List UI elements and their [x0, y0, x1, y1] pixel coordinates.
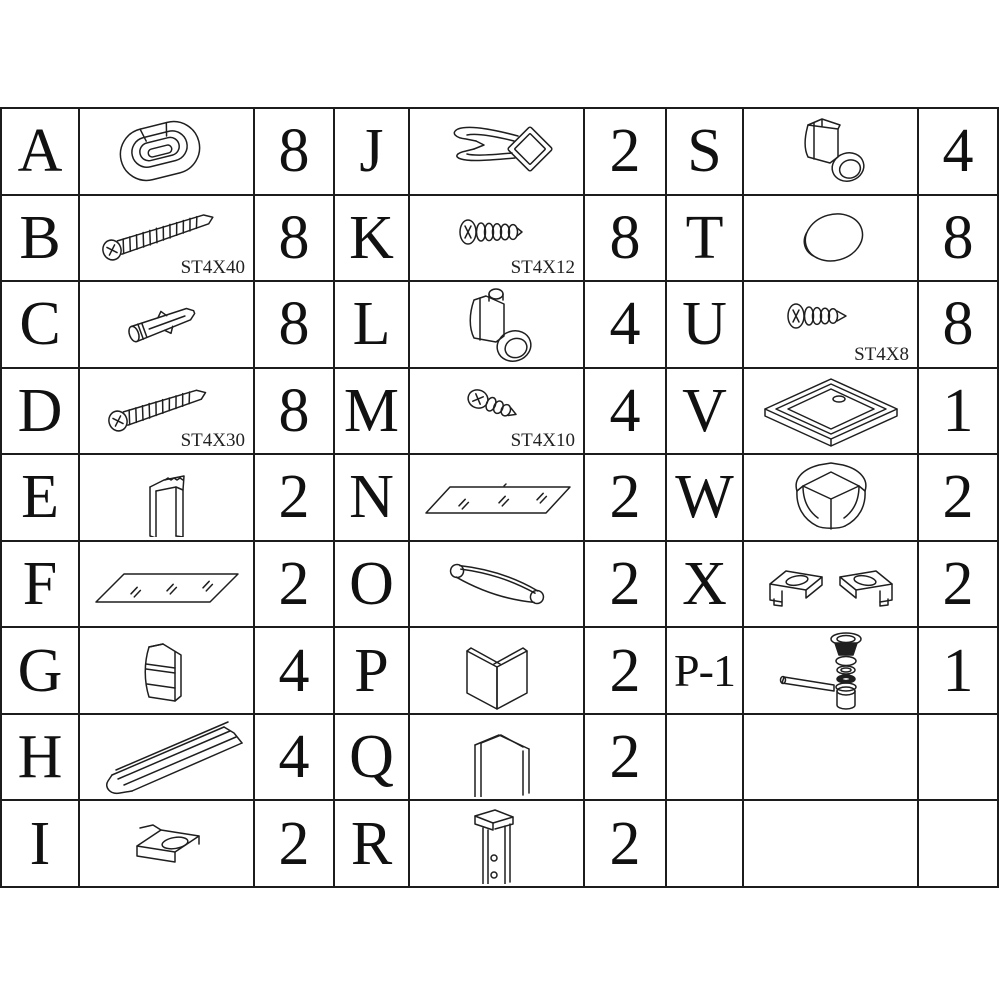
part-drawing-cell: [409, 800, 584, 887]
part-drawing-cell: [409, 541, 584, 628]
corner-profile-icon: [412, 631, 582, 711]
end-caps-icon: [746, 544, 916, 624]
part-drawing-cell: [409, 714, 584, 801]
drain-assembly-icon: [746, 631, 916, 711]
drilled-wall-profile-icon: [412, 804, 582, 884]
part-drawing-cell: [79, 195, 254, 282]
part-drawing-cell: [743, 108, 918, 195]
screw-size-label: ST4X12: [510, 257, 575, 279]
table-row: [1, 454, 998, 541]
part-drawing-cell: [409, 195, 584, 282]
part-qty: 8: [254, 368, 334, 455]
part-letter: U: [666, 281, 743, 368]
part-qty: 4: [584, 281, 666, 368]
part-letter: L: [334, 281, 409, 368]
part-qty: 2: [584, 454, 666, 541]
part-qty: 1: [918, 368, 998, 455]
part-letter: W: [666, 454, 743, 541]
part-qty: 8: [584, 195, 666, 282]
screw-size-label: ST4X30: [180, 430, 245, 452]
handle-icon: [412, 544, 582, 624]
part-letter: R: [334, 800, 409, 887]
table-row: [1, 368, 998, 455]
part-qty: 8: [254, 108, 334, 195]
part-drawing-cell: [743, 195, 918, 282]
part-drawing-cell: [79, 368, 254, 455]
part-letter: M: [334, 368, 409, 455]
part-qty: 1: [918, 627, 998, 714]
table-row: [1, 800, 998, 887]
part-letter: D: [1, 368, 79, 455]
part-qty: [918, 714, 998, 801]
part-drawing-cell: [743, 281, 918, 368]
parts-table: [0, 107, 997, 888]
part-qty: 2: [254, 800, 334, 887]
slide-clip-icon: [82, 804, 252, 884]
part-letter: F: [1, 541, 79, 628]
round-cap-icon: [746, 198, 916, 278]
table-row: [1, 627, 998, 714]
part-drawing-cell: [409, 108, 584, 195]
part-letter: [666, 800, 743, 887]
screw-size-label: ST4X10: [510, 430, 575, 452]
part-letter: X: [666, 541, 743, 628]
wall-anchor-icon: [82, 284, 252, 364]
roller-assembly-icon: [746, 111, 916, 191]
part-qty: 2: [584, 714, 666, 801]
glass-panel-icon: [82, 544, 252, 624]
part-drawing-cell: [409, 454, 584, 541]
glass-panel-icon: [412, 457, 582, 537]
empty-cell: [743, 800, 918, 887]
part-drawing-cell: [79, 454, 254, 541]
screw-size-label: ST4X40: [180, 257, 245, 279]
part-letter: V: [666, 368, 743, 455]
table-row: [1, 195, 998, 282]
part-drawing-cell: [409, 281, 584, 368]
corner-seal-strip-icon: [412, 111, 582, 191]
part-letter: A: [1, 108, 79, 195]
part-letter: P: [334, 627, 409, 714]
part-qty: 8: [918, 281, 998, 368]
part-drawing-cell: [743, 627, 918, 714]
part-qty: 2: [918, 454, 998, 541]
rail-profile-icon: [82, 717, 252, 797]
part-letter: K: [334, 195, 409, 282]
part-letter: N: [334, 454, 409, 541]
empty-cell: [743, 714, 918, 801]
part-letter: P-1: [666, 627, 743, 714]
part-qty: 2: [254, 454, 334, 541]
part-qty: 2: [918, 541, 998, 628]
part-qty: 4: [254, 714, 334, 801]
table-row: [1, 714, 998, 801]
part-letter: S: [666, 108, 743, 195]
part-letter: E: [1, 454, 79, 541]
part-drawing-cell: [79, 714, 254, 801]
part-letter: B: [1, 195, 79, 282]
part-drawing-cell: [409, 368, 584, 455]
magnetic-profile-icon: [82, 457, 252, 537]
part-letter: G: [1, 627, 79, 714]
oval-grommet-icon: [82, 111, 252, 191]
part-qty: 4: [918, 108, 998, 195]
part-drawing-cell: [409, 627, 584, 714]
part-qty: [918, 800, 998, 887]
part-drawing-cell: [743, 454, 918, 541]
part-qty: 2: [584, 541, 666, 628]
part-qty: 4: [584, 368, 666, 455]
part-drawing-cell: [79, 281, 254, 368]
part-letter: [666, 714, 743, 801]
part-qty: 2: [584, 108, 666, 195]
table-row: [1, 108, 998, 195]
part-qty: 4: [254, 627, 334, 714]
shower-tray-icon: [746, 371, 916, 451]
part-letter: C: [1, 281, 79, 368]
part-letter: T: [666, 195, 743, 282]
part-drawing-cell: [79, 108, 254, 195]
part-qty: 2: [254, 541, 334, 628]
table-row: [1, 281, 998, 368]
part-qty: 8: [254, 195, 334, 282]
part-qty: 2: [584, 627, 666, 714]
part-qty: 8: [918, 195, 998, 282]
roller-assembly-icon: [412, 284, 582, 364]
part-letter: J: [334, 108, 409, 195]
part-drawing-cell: [743, 368, 918, 455]
part-drawing-cell: [79, 627, 254, 714]
part-qty: 2: [584, 800, 666, 887]
corner-cover-icon: [746, 457, 916, 537]
screw-size-label: ST4X8: [854, 343, 909, 365]
part-letter: Q: [334, 714, 409, 801]
clip-bracket-icon: [82, 631, 252, 711]
part-qty: 8: [254, 281, 334, 368]
part-drawing-cell: [79, 800, 254, 887]
table-row: [1, 541, 998, 628]
part-letter: O: [334, 541, 409, 628]
part-drawing-cell: [743, 541, 918, 628]
part-letter: I: [1, 800, 79, 887]
wall-profile-icon: [412, 717, 582, 797]
part-drawing-cell: [79, 541, 254, 628]
part-letter: H: [1, 714, 79, 801]
